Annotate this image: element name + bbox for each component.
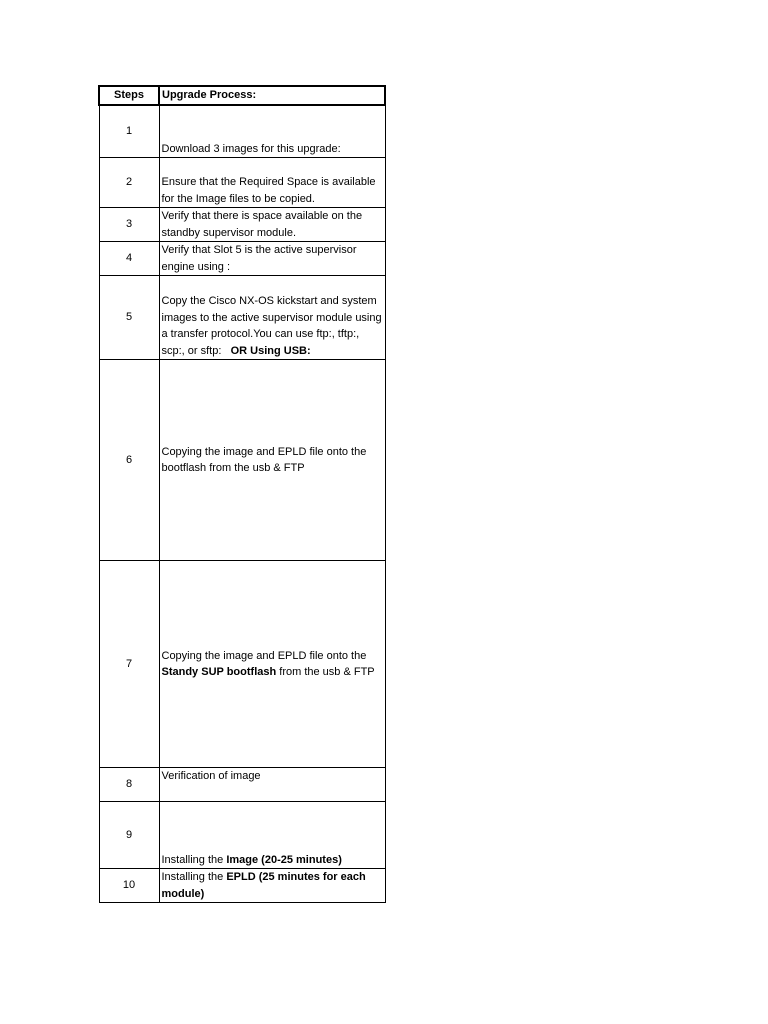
table-row (99, 561, 385, 768)
step-description: Download 3 images for this upgrade: (159, 105, 385, 158)
process-column-header: Upgrade Process: (159, 86, 385, 105)
table-row (99, 276, 385, 360)
table-row (99, 158, 385, 208)
step-description (159, 802, 385, 869)
step-text: from the usb & FTP (279, 666, 375, 678)
upgrade-steps-table (98, 85, 386, 903)
step-number: 1 (99, 105, 159, 158)
step-text-bold: Image (20-25 minutes) (226, 853, 342, 866)
step-description: Verify that there is space available on the standby supervisor module. (159, 208, 385, 242)
step-description (159, 276, 385, 360)
table-header-row (99, 86, 385, 105)
step-description: Verify that Slot 5 is the active supervisor engine using : (159, 242, 385, 276)
table-row (99, 208, 385, 242)
steps-column-header: Steps (99, 86, 159, 105)
step-description: Verification of image (159, 768, 385, 802)
step-number: 8 (99, 768, 159, 802)
step-number: 7 (99, 561, 159, 768)
table-row (99, 360, 385, 561)
step-text-bold: EPLD (25 minutes for each module) (161, 871, 366, 900)
step-number: 4 (99, 242, 159, 276)
step-text: Installing the (161, 853, 224, 866)
table-row (99, 242, 385, 276)
step-description (159, 561, 385, 768)
step-number: 3 (99, 208, 159, 242)
step-text: Installing the (161, 871, 224, 883)
step-number: 2 (99, 158, 159, 208)
table-row (99, 869, 385, 903)
step-description: Copying the image and EPLD file onto the bootflash from the usb & FTP (159, 360, 385, 561)
step-description (159, 869, 385, 903)
step-text-bold: OR Using USB: (230, 344, 311, 357)
step-number: 10 (99, 869, 159, 903)
table-row (99, 105, 385, 158)
step-number: 6 (99, 360, 159, 561)
table-row (99, 802, 385, 869)
step-text: Copy the Cisco NX-OS kickstart and system images to the active supervisor module using a transfer protocol.You can use ftp:, tftp:, scp:, or sftp: (161, 295, 382, 357)
step-text-bold: Standy SUP bootflash (161, 666, 277, 678)
step-text: Copying the image and EPLD file onto the (161, 649, 367, 662)
step-description: Ensure that the Required Space is available for the Image files to be copied. (159, 158, 385, 208)
step-number: 9 (99, 802, 159, 869)
step-number: 5 (99, 276, 159, 360)
table-row (99, 768, 385, 802)
